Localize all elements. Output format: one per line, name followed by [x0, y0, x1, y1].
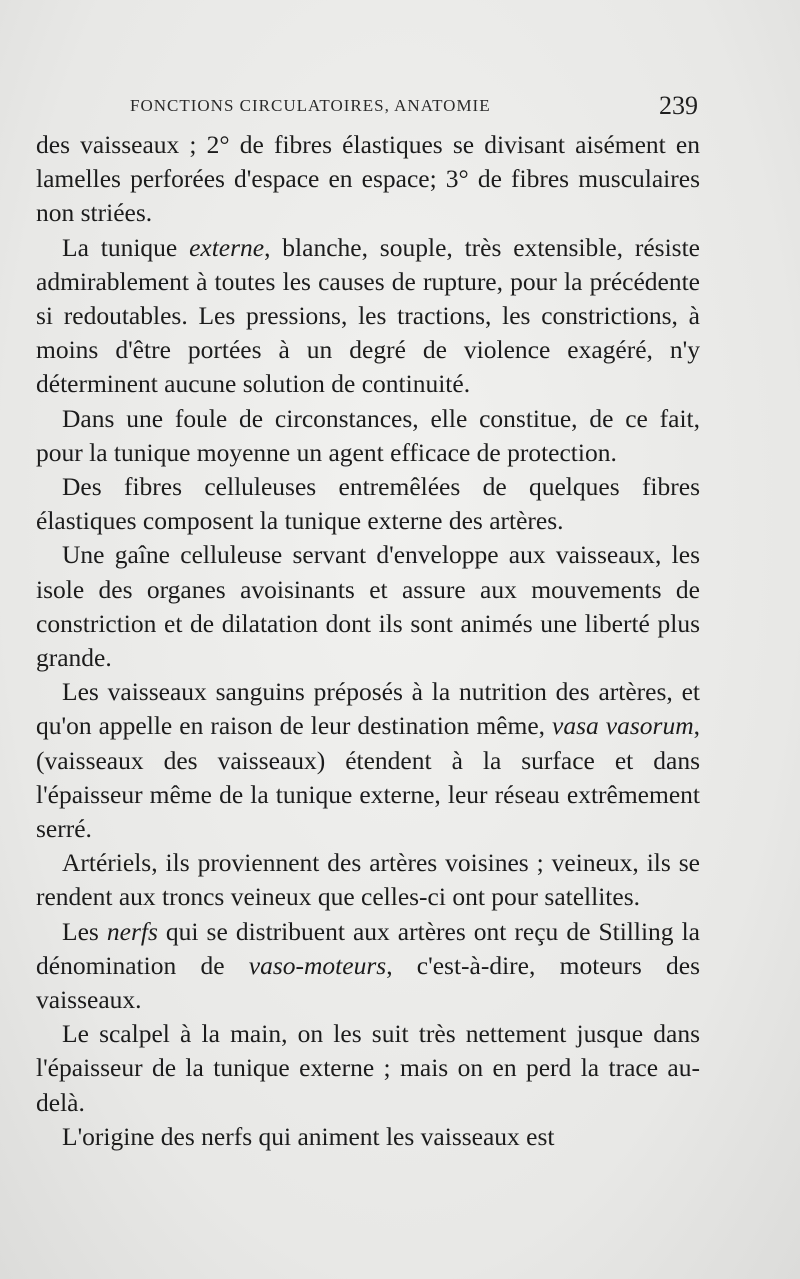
italic-term: externe — [189, 232, 265, 262]
paragraph — [36, 675, 700, 846]
body-text — [36, 128, 700, 1154]
paragraph-text: Des fibres celluleuses entremêlées de quelques fibres élastiques composent la tunique externe des artères. — [36, 472, 700, 536]
paragraph-text: Le scalpel à la main, on les suit très nettement jusque dans l'épaisseur de la tunique externe ; mais on en perd la trace au-delà. — [36, 1019, 700, 1117]
paragraph-text: , (vaisseaux des vaisseaux) étendent à la surface et dans l'épaisseur même de la tunique externe, leur réseau extrêmement serré. — [36, 711, 700, 844]
paragraph-text: Les vaisseaux sanguins préposés à la nutrition des artères, et qu'on appelle en raison de leur destination même, — [36, 677, 700, 741]
paragraph-text: qui se distribuent aux artères ont reçu de Stilling la dénomination de — [36, 916, 701, 980]
running-title: FONCTIONS CIRCULATOIRES, ANATOMIE — [130, 96, 491, 115]
paragraph-text: , blanche, souple, très extensible, résiste admirablement à toutes les causes de rupture, pour la précédente si redoutables. Les pressions, les tractions, les constrictions, à moins d'être portées à un degré de violence exagéré, n'y déterminent aucune solution de continuité. — [36, 232, 700, 399]
paragraph — [36, 231, 700, 402]
paragraph — [36, 538, 700, 675]
paragraph — [36, 915, 700, 1018]
paragraph-text: Dans une foule de circonstances, elle constitue, de ce fait, pour la tunique moyenne un agent efficace de protection. — [36, 403, 700, 467]
italic-term: vasa vasorum — [552, 711, 694, 741]
paragraph — [36, 1120, 700, 1154]
paragraph-text: La tunique — [62, 232, 190, 262]
paragraph-text: L'origine des nerfs qui animent les vaisseaux est — [62, 1121, 555, 1151]
paragraph-text: , c'est-à-dire, moteurs des vaisseaux. — [36, 950, 700, 1015]
paragraph-text: Les — [62, 916, 107, 946]
italic-term: nerfs — [106, 916, 158, 946]
paragraph — [36, 128, 700, 231]
paragraph-text: des vaisseaux ; 2° de fibres élastiques se divisant aisément en lamelles perforées d'espace en espace; 3° de fibres musculaires non striées. — [36, 130, 700, 228]
page-header — [130, 92, 698, 122]
italic-term: vaso-moteurs — [248, 950, 387, 980]
paragraph-text: Une gaîne celluleuse servant d'enveloppe aux vaisseaux, les isole des organes avoisinants et assure aux mouvements de constriction et de dilatation dont ils sont animés une liberté plus grande. — [36, 540, 700, 673]
paragraph — [36, 470, 700, 538]
page-number: 239 — [659, 91, 698, 120]
paragraph — [36, 846, 700, 914]
paragraph — [36, 402, 700, 470]
paragraph — [36, 1017, 700, 1120]
paragraph-text: Artériels, ils proviennent des artères voisines ; veineux, ils se rendent aux troncs veineux que celles-ci ont pour satellites. — [36, 848, 700, 912]
